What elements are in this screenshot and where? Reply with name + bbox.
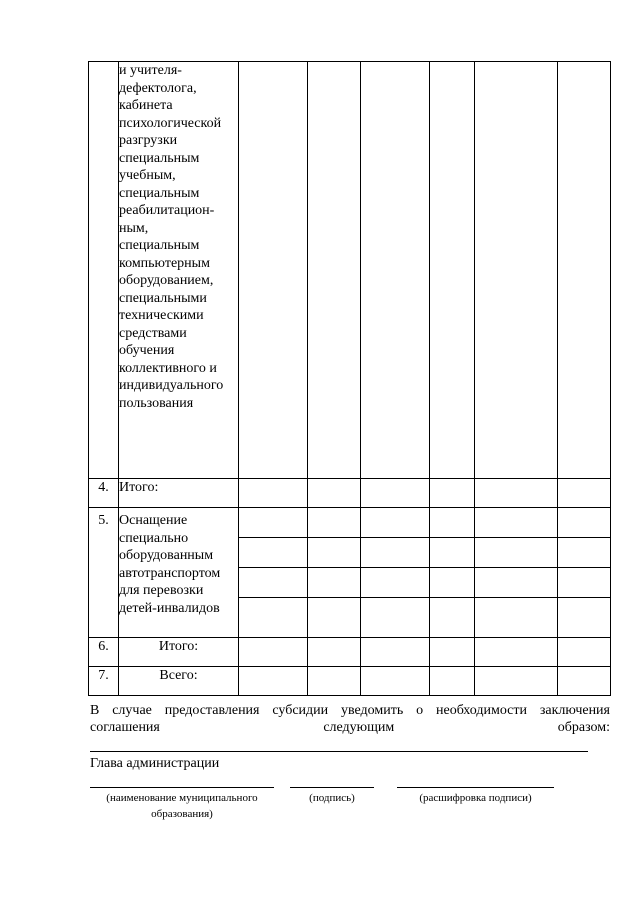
cell-description-continued [119,62,239,479]
description-line: специальными [119,290,207,306]
notice-line-2: соглашения следующим образом: [90,720,610,735]
row-label-total: Итого: [119,479,239,508]
description-line: дефектолога, [119,80,197,96]
caption-municipality: (наименование муниципального [106,792,258,804]
description-line: специальным [119,150,200,166]
description-line: детей-инвалидов [119,600,220,616]
cell [308,638,361,667]
table-row-6 [89,638,611,667]
description-line: коллективного и [119,360,217,376]
row-label-grand-total: Всего: [119,667,239,696]
row-label-total: Итого: [119,638,239,667]
table-row-7 [89,667,611,696]
cell [475,479,558,508]
cell [308,62,361,479]
cell [361,667,430,696]
cell [308,568,361,598]
description-line: психологической [119,115,222,131]
signature-line [290,787,374,788]
cell [558,479,611,508]
cell [475,568,558,598]
description-line: техническими [119,308,204,323]
description-line: специально [119,530,189,546]
cell [308,598,361,638]
cell [361,508,430,538]
cell [361,568,430,598]
cell [430,667,475,696]
cell [239,598,308,638]
decoding-line [397,787,554,788]
cell [558,638,611,667]
table-row-4 [89,479,611,508]
fill-in-line [90,751,588,752]
caption-decoding: (расшифровка подписи) [419,792,532,804]
cell [475,667,558,696]
cell [475,62,558,479]
subsidy-table [88,61,611,696]
description-line: компьютерным [119,255,210,271]
description-line: специальным [119,238,200,253]
cell [558,598,611,638]
description-line: учебным, [119,168,176,183]
cell [308,667,361,696]
cell [430,62,475,479]
cell [361,598,430,638]
description-line: оборудованием, [119,273,214,288]
description-line: индивидуального [119,378,224,393]
cell [430,508,475,538]
description-line: для перевозки [119,583,204,598]
notice-line-1: В случае предоставления субсидии уведомить о необходимости заключения [90,703,610,718]
description-line: реабилитацион- [119,203,215,218]
cell [239,508,308,538]
cell [308,479,361,508]
description-line: и учителя- [119,63,182,78]
cell [361,479,430,508]
table-row-5 [89,508,611,538]
cell [430,538,475,568]
caption-municipality-2: образования) [151,808,213,820]
description-line: автотранспортом [119,565,221,581]
description-lines [119,512,238,617]
description-line: Оснащение [119,513,188,528]
cell [239,479,308,508]
cell [361,638,430,667]
cell [558,62,611,479]
description-line: обучения [119,343,175,358]
cell [475,598,558,638]
cell-description-row5 [119,508,239,638]
row-number: 6. [89,638,119,667]
cell [361,62,430,479]
cell [558,568,611,598]
row-number: 4. [89,479,119,508]
description-line: ным, [119,220,149,236]
row-number: 5. [89,508,119,638]
cell [475,538,558,568]
cell-num-empty [89,62,119,479]
cell [308,508,361,538]
cell [239,538,308,568]
description-lines [119,62,238,412]
cell [239,667,308,696]
description-line: оборудованным [119,548,214,563]
cell [430,479,475,508]
cell [430,598,475,638]
cell [239,568,308,598]
municipality-line [90,787,274,788]
cell [239,638,308,667]
head-title: Глава администрации [90,756,220,771]
cell [361,538,430,568]
row-number: 7. [89,667,119,696]
description-line: разгрузки [119,133,178,148]
table-row-continued [89,62,611,479]
cell [558,667,611,696]
description-line: кабинета [119,98,173,113]
cell [558,538,611,568]
caption-signature: (подпись) [309,792,355,804]
description-line: специальным [119,185,200,201]
cell [430,638,475,667]
cell [239,62,308,479]
cell [308,538,361,568]
cell [475,638,558,667]
description-line: пользования [119,395,194,411]
cell [475,508,558,538]
cell [558,508,611,538]
description-line: средствами [119,325,187,341]
cell [430,568,475,598]
